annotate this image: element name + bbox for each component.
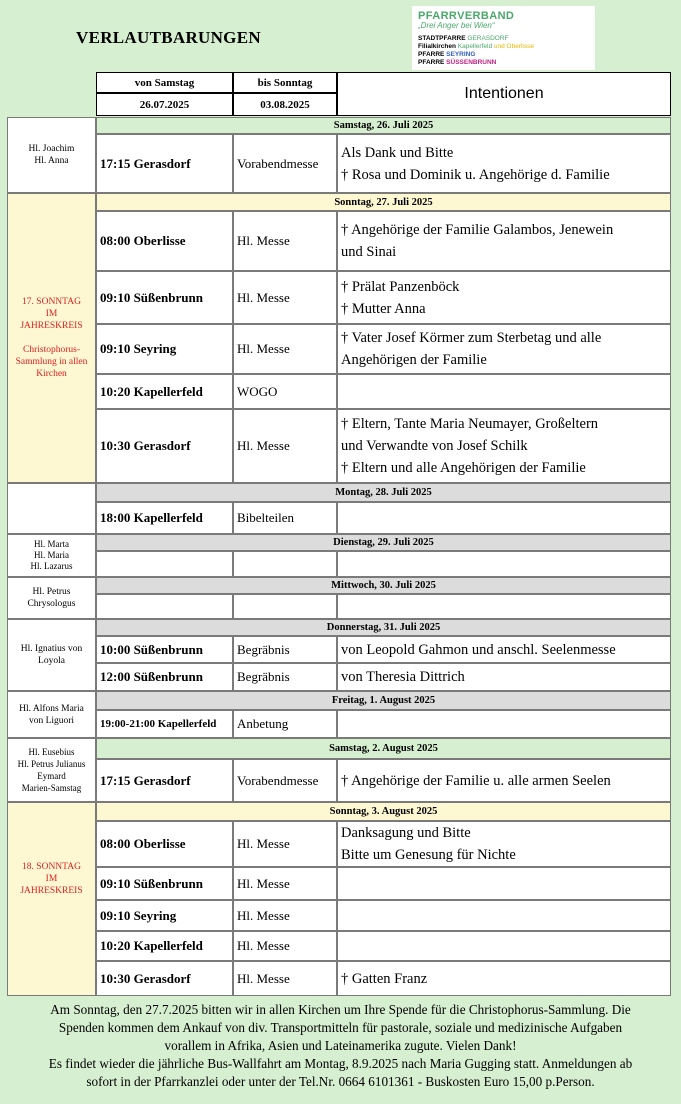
saint-cell: Hl. Ignatius von Loyola — [7, 619, 96, 691]
from-date: 26.07.2025 — [96, 93, 233, 116]
footer-notice: Am Sonntag, den 27.7.2025 bitten wir in allen Kirchen um Ihre Spende für die Christophorus-Sammlung. Die Spenden kommen dem Ankauf von div. Transportmitteln für pastorale, soziale und medizinische Aufgaben vorallem in Afrika, Asien und Lateinamerika zugute. Vielen Dank! Es findet wieder die jährliche Bus-Wallfahrt am Montag, 8.9.2025 nach Maria Gugging statt. Anmeldungen ab sofort in der Pfarrkanzlei oder unter der Tel.Nr. 0664 6101361 - Buskosten Euro 15,00 p.Person. — [48, 1002, 633, 1089]
to-date: 03.08.2025 — [233, 93, 337, 116]
day-header: Dienstag, 29. Juli 2025 — [96, 534, 671, 551]
intention: † Angehörige der Familie Galambos, Jenewein und Sinai — [337, 211, 671, 271]
time-place: 12:00 Süßenbrunn — [96, 663, 233, 691]
time-place — [96, 594, 233, 619]
intention — [337, 594, 671, 619]
service-type: Hl. Messe — [233, 931, 337, 961]
day-header: Samstag, 2. August 2025 — [96, 738, 671, 759]
intention: † Vater Josef Körmer zum Sterbetag und alle Angehörigen der Familie — [337, 324, 671, 374]
day-header: Samstag, 26. Juli 2025 — [96, 117, 671, 134]
service-type: Vorabendmesse — [233, 759, 337, 802]
service-type — [233, 551, 337, 577]
saint-cell — [7, 483, 96, 534]
intention: † Prälat Panzenböck † Mutter Anna — [337, 271, 671, 324]
service-type: Begräbnis — [233, 636, 337, 663]
service-type: Begräbnis — [233, 663, 337, 691]
day-header: Sonntag, 3. August 2025 — [96, 802, 671, 821]
day-header: Freitag, 1. August 2025 — [96, 691, 671, 710]
service-type: Hl. Messe — [233, 821, 337, 867]
saint-cell: Hl. Petrus Chrysologus — [7, 577, 96, 619]
intention: von Theresia Dittrich — [337, 663, 671, 691]
service-type: Hl. Messe — [233, 271, 337, 324]
day-header: Montag, 28. Juli 2025 — [96, 483, 671, 502]
intention — [337, 551, 671, 577]
to-label: bis Sonntag — [233, 72, 337, 93]
service-type: Vorabendmesse — [233, 134, 337, 193]
saint-cell: Hl. Eusebius Hl. Petrus Julianus Eymard Marien-Samstag — [7, 738, 96, 802]
time-place: 10:20 Kapellerfeld — [96, 931, 233, 961]
page-title: VERLAUTBARUNGEN — [76, 28, 261, 47]
time-place: 09:10 Seyring — [96, 324, 233, 374]
intention — [337, 900, 671, 931]
saint-cell: Hl. Marta Hl. Maria Hl. Lazarus — [7, 534, 96, 577]
time-place: 10:00 Süßenbrunn — [96, 636, 233, 663]
intention: † Gatten Franz — [337, 961, 671, 996]
sunday-cell: 18. SONNTAG IM JAHRESKREIS — [7, 802, 96, 996]
saint-cell: Hl. Alfons Maria von Liguori — [7, 691, 96, 738]
intention — [337, 867, 671, 900]
intention: Als Dank und Bitte † Rosa und Dominik u. Angehörige d. Familie — [337, 134, 671, 193]
service-type: Hl. Messe — [233, 961, 337, 996]
service-type: Hl. Messe — [233, 867, 337, 900]
service-type: Bibelteilen — [233, 502, 337, 534]
service-type: Hl. Messe — [233, 211, 337, 271]
intention: Danksagung und Bitte Bitte um Genesung für Nichte — [337, 821, 671, 867]
intention — [337, 502, 671, 534]
saint-cell: Hl. Joachim Hl. Anna — [7, 117, 96, 193]
intention — [337, 374, 671, 409]
time-place: 09:10 Süßenbrunn — [96, 867, 233, 900]
time-place: 17:15 Gerasdorf — [96, 759, 233, 802]
intention: von Leopold Gahmon und anschl. Seelenmesse — [337, 636, 671, 663]
time-place: 17:15 Gerasdorf — [96, 134, 233, 193]
time-place: 10:30 Gerasdorf — [96, 961, 233, 996]
service-type: Anbetung — [233, 710, 337, 738]
time-place: 19:00-21:00 Kapellerfeld — [96, 710, 233, 738]
time-place: 10:30 Gerasdorf — [96, 409, 233, 483]
service-type: Hl. Messe — [233, 900, 337, 931]
intention — [337, 710, 671, 738]
intention — [337, 931, 671, 961]
day-header: Sonntag, 27. Juli 2025 — [96, 193, 671, 211]
time-place: 18:00 Kapellerfeld — [96, 502, 233, 534]
time-place — [96, 551, 233, 577]
time-place: 08:00 Oberlisse — [96, 821, 233, 867]
day-header: Mittwoch, 30. Juli 2025 — [96, 577, 671, 594]
day-header: Donnerstag, 31. Juli 2025 — [96, 619, 671, 636]
service-type: Hl. Messe — [233, 409, 337, 483]
parish-logo: PFARRVERBAND „Drei Anger bei Wien“ STADTPFARRE GERASDORF Filialkirchen Kapellerfeld und Oberlisse PFARRE SEYRING PFARRE SÜSSENBRUNN — [412, 6, 595, 70]
time-place: 10:20 Kapellerfeld — [96, 374, 233, 409]
intention: † Eltern, Tante Maria Neumayer, Großeltern und Verwandte von Josef Schilk † Eltern und alle Angehörigen der Familie — [337, 409, 671, 483]
intentions-header: Intentionen — [337, 72, 671, 116]
time-place: 09:10 Seyring — [96, 900, 233, 931]
service-type: Hl. Messe — [233, 324, 337, 374]
service-type: WOGO — [233, 374, 337, 409]
intention: † Angehörige der Familie u. alle armen Seelen — [337, 759, 671, 802]
from-label: von Samstag — [96, 72, 233, 93]
sunday-cell: 17. SONNTAG IM JAHRESKREIS Christophorus- Sammlung in allen Kirchen — [7, 193, 96, 483]
time-place: 09:10 Süßenbrunn — [96, 271, 233, 324]
service-type — [233, 594, 337, 619]
time-place: 08:00 Oberlisse — [96, 211, 233, 271]
